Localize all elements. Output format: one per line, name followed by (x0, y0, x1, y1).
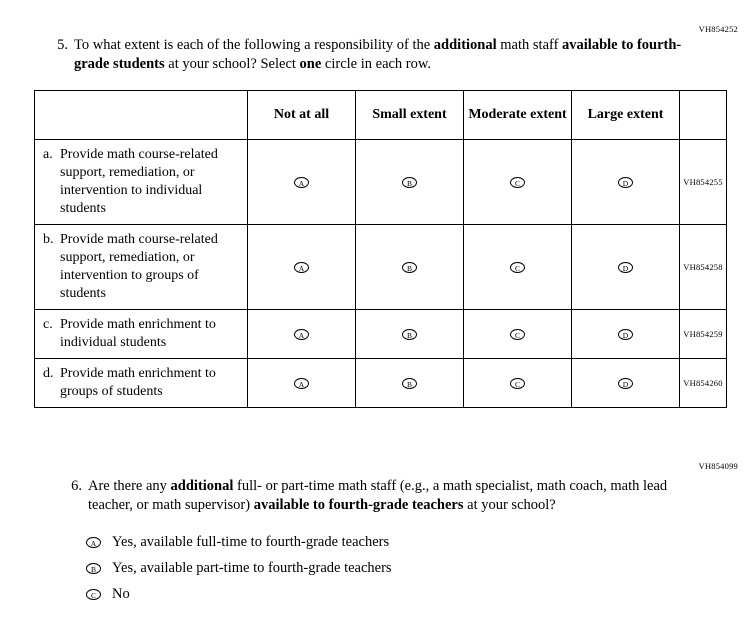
bubble-icon[interactable]: C (510, 177, 525, 188)
question5-text-part4: circle in each row. (321, 56, 432, 72)
bubble-icon[interactable]: D (618, 329, 633, 340)
column-header-stem (35, 91, 248, 140)
bubble-icon[interactable]: D (618, 177, 633, 188)
bubble-icon[interactable]: B (402, 378, 417, 389)
radio-d-large-extent[interactable] (572, 359, 680, 408)
option-label-yes-full-time: Yes, available full-time to fourth-grade teachers (112, 533, 390, 550)
question5-text-bold2: available to fourth-grade students (74, 37, 682, 72)
row-text-d: Provide math enrichment to groups of students (60, 366, 216, 399)
bubble-icon[interactable]: A (294, 262, 309, 273)
row-stem-d (35, 359, 248, 408)
question5-number: 5. (57, 37, 68, 53)
row-text-c: Provide math enrichment to individual students (60, 317, 216, 350)
radio-b-large-extent[interactable] (572, 225, 680, 310)
row-stem-b (35, 225, 248, 310)
column-header-moderate-extent: Moderate extent (464, 91, 572, 140)
row-text-b: Provide math course-related support, remediation, or intervention to groups of students (60, 232, 218, 301)
option-yes-part-time[interactable] (86, 555, 700, 581)
bubble-icon[interactable]: B (402, 262, 417, 273)
row-code-b: VH854258 (680, 225, 727, 310)
question5-text-bold1: additional (433, 37, 497, 53)
bubble-icon[interactable]: A (294, 177, 309, 188)
row-label-d: d. (43, 366, 54, 381)
question6-options (86, 529, 700, 607)
table-row (35, 140, 727, 225)
table-row (35, 310, 727, 359)
row-label-b: b. (43, 232, 54, 247)
question6-text-part3: at your school? (463, 497, 556, 513)
table-row (35, 225, 727, 310)
question5-text-part3: at your school? Select (164, 56, 300, 72)
question5-response-grid (34, 90, 726, 408)
radio-b-small-extent[interactable] (356, 225, 464, 310)
bubble-icon[interactable]: B (402, 177, 417, 188)
row-stem-c (35, 310, 248, 359)
option-no[interactable] (86, 581, 700, 607)
radio-c-small-extent[interactable] (356, 310, 464, 359)
question6-number: 6. (71, 478, 82, 494)
column-header-code (680, 91, 727, 140)
option-label-yes-part-time: Yes, available part-time to fourth-grade teachers (112, 559, 392, 576)
question5-text-bold3: one (299, 56, 322, 72)
table-row (35, 359, 727, 408)
bubble-icon[interactable]: C (510, 329, 525, 340)
bubble-icon[interactable]: C (86, 589, 101, 600)
question5-text (74, 36, 706, 74)
bubble-icon[interactable]: B (402, 329, 417, 340)
question6-text-bold2: available to fourth-grade teachers (253, 497, 464, 513)
radio-b-moderate-extent[interactable] (464, 225, 572, 310)
row-code-c: VH854259 (680, 310, 727, 359)
radio-a-small-extent[interactable] (356, 140, 464, 225)
bubble-icon[interactable]: C (510, 262, 525, 273)
question5-text-part1: To what extent is each of the following a responsibility of the (74, 37, 434, 53)
radio-c-large-extent[interactable] (572, 310, 680, 359)
row-label-c: c. (43, 317, 53, 332)
radio-a-moderate-extent[interactable] (464, 140, 572, 225)
question5-item-code: VH854252 (698, 24, 738, 34)
question6-text-part1: Are there any (88, 478, 171, 494)
row-stem-a (35, 140, 248, 225)
bubble-icon[interactable]: A (86, 537, 101, 548)
row-code-a: VH854255 (680, 140, 727, 225)
question5-text-part2: math staff (496, 37, 563, 53)
bubble-icon[interactable]: B (86, 563, 101, 574)
bubble-icon[interactable]: A (294, 378, 309, 389)
radio-d-moderate-extent[interactable] (464, 359, 572, 408)
row-text-a: Provide math course-related support, remediation, or intervention to individual students (60, 147, 218, 216)
bubble-icon[interactable]: D (618, 378, 633, 389)
radio-b-not-at-all[interactable] (248, 225, 356, 310)
bubble-icon[interactable]: D (618, 262, 633, 273)
question6-text-bold1: additional (170, 478, 234, 494)
column-header-small-extent: Small extent (356, 91, 464, 140)
question5-stem (46, 36, 706, 74)
option-label-no: No (112, 585, 130, 602)
bubble-icon[interactable]: C (510, 378, 525, 389)
question6-block (60, 477, 700, 607)
row-label-a: a. (43, 147, 53, 162)
radio-d-small-extent[interactable] (356, 359, 464, 408)
column-header-not-at-all: Not at all (248, 91, 356, 140)
table-header-row (35, 91, 727, 140)
question6-text-part2: full- or part-time math staff (e.g., a math specialist, math coach, math lead teacher, or math supervisor) (88, 478, 668, 513)
column-header-large-extent: Large extent (572, 91, 680, 140)
radio-c-moderate-extent[interactable] (464, 310, 572, 359)
radio-a-large-extent[interactable] (572, 140, 680, 225)
radio-d-not-at-all[interactable] (248, 359, 356, 408)
radio-c-not-at-all[interactable] (248, 310, 356, 359)
option-yes-full-time[interactable] (86, 529, 700, 555)
radio-a-not-at-all[interactable] (248, 140, 356, 225)
question6-item-code: VH854099 (698, 461, 738, 471)
question6-text (88, 477, 700, 515)
row-code-d: VH854260 (680, 359, 727, 408)
bubble-icon[interactable]: A (294, 329, 309, 340)
